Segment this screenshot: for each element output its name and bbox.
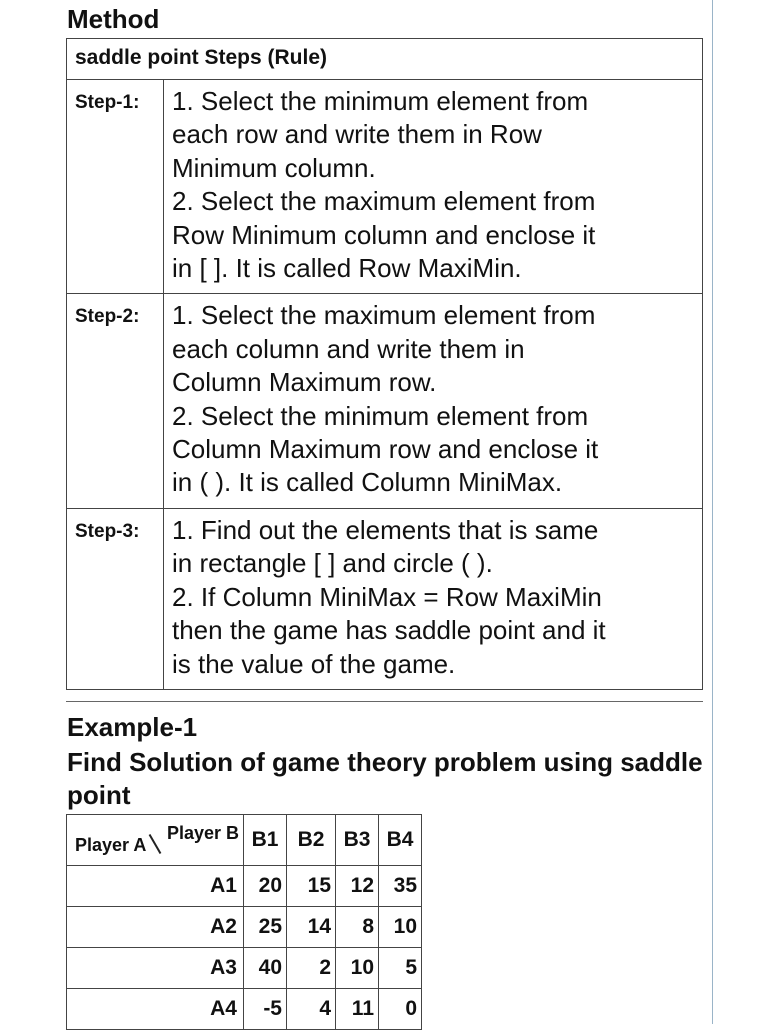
column-header: B2 [287, 815, 336, 866]
step-text [164, 294, 703, 508]
row-label: A1 [67, 866, 244, 907]
step-line: Minimum column. [172, 152, 376, 183]
matrix-cell: 0 [379, 989, 422, 1030]
step-line: each row and write them in Row [172, 119, 542, 150]
step-line: Column Maximum row and enclose it [172, 434, 599, 465]
matrix-cell: 12 [336, 866, 379, 907]
step-line: in [ ]. It is called Row MaxiMin. [172, 253, 522, 284]
step-line: is the value of the game. [172, 648, 456, 679]
step-line: in ( ). It is called Column MiniMax. [172, 467, 563, 498]
step-line: 1. Select the minimum element from [172, 86, 589, 116]
step-label: Step-3: [67, 508, 164, 689]
step-line: then the game has saddle point and it [172, 615, 606, 646]
matrix-cell: 10 [336, 948, 379, 989]
column-header: B1 [244, 815, 287, 866]
corner-divider [149, 834, 162, 854]
step-text [164, 80, 703, 294]
step-line: 2. Select the maximum element from [172, 186, 596, 217]
matrix-cell: 8 [336, 907, 379, 948]
row-label: A4 [67, 989, 244, 1030]
payoff-matrix [66, 814, 422, 1030]
row-label: A2 [67, 907, 244, 948]
matrix-corner-cell [67, 815, 244, 866]
matrix-row [67, 907, 422, 948]
column-header: B3 [336, 815, 379, 866]
matrix-cell: 14 [287, 907, 336, 948]
step-line: Row Minimum column and enclose it [172, 219, 596, 250]
step-line: 2. If Column MiniMax = Row MaxiMin [172, 581, 602, 612]
matrix-cell: 20 [244, 866, 287, 907]
method-table [66, 38, 703, 690]
step-label: Step-2: [67, 294, 164, 508]
method-title: Method [67, 4, 160, 34]
matrix-cell: 4 [287, 989, 336, 1030]
step-label: Step-1: [67, 80, 164, 294]
player-b-label: Player B [166, 823, 239, 843]
step-row-3 [67, 508, 703, 689]
matrix-cell: -5 [244, 989, 287, 1030]
step-line: 2. Select the minimum element from [172, 400, 589, 431]
page-edge-line [712, 0, 713, 1024]
method-table-header: saddle point Steps (Rule) [67, 39, 703, 80]
matrix-cell: 2 [287, 948, 336, 989]
player-a-label: Player A [75, 835, 147, 855]
matrix-cell: 11 [336, 989, 379, 1030]
example-title: Example-1 [67, 712, 198, 742]
section-divider [66, 701, 703, 702]
method-table-header-row [67, 39, 703, 80]
matrix-row [67, 948, 422, 989]
step-row-1 [67, 80, 703, 294]
step-row-2 [67, 294, 703, 508]
step-line: Column Maximum row. [172, 367, 437, 398]
step-line: in rectangle [ ] and circle ( ). [172, 548, 493, 579]
row-label: A3 [67, 948, 244, 989]
step-line: 1. Select the maximum element from [172, 300, 596, 331]
step-line: 1. Find out the elements that is same [172, 514, 599, 545]
matrix-cell: 35 [379, 866, 422, 907]
step-line: each column and write them in [172, 333, 525, 364]
matrix-header-row [67, 815, 422, 866]
example-subtitle: Find Solution of game theory problem using saddle point [67, 747, 703, 810]
matrix-cell: 25 [244, 907, 287, 948]
matrix-cell: 10 [379, 907, 422, 948]
matrix-cell: 15 [287, 866, 336, 907]
step-text [164, 508, 703, 689]
matrix-row [67, 989, 422, 1030]
matrix-cell: 40 [244, 948, 287, 989]
matrix-cell: 5 [379, 948, 422, 989]
matrix-row [67, 866, 422, 907]
column-header: B4 [379, 815, 422, 866]
